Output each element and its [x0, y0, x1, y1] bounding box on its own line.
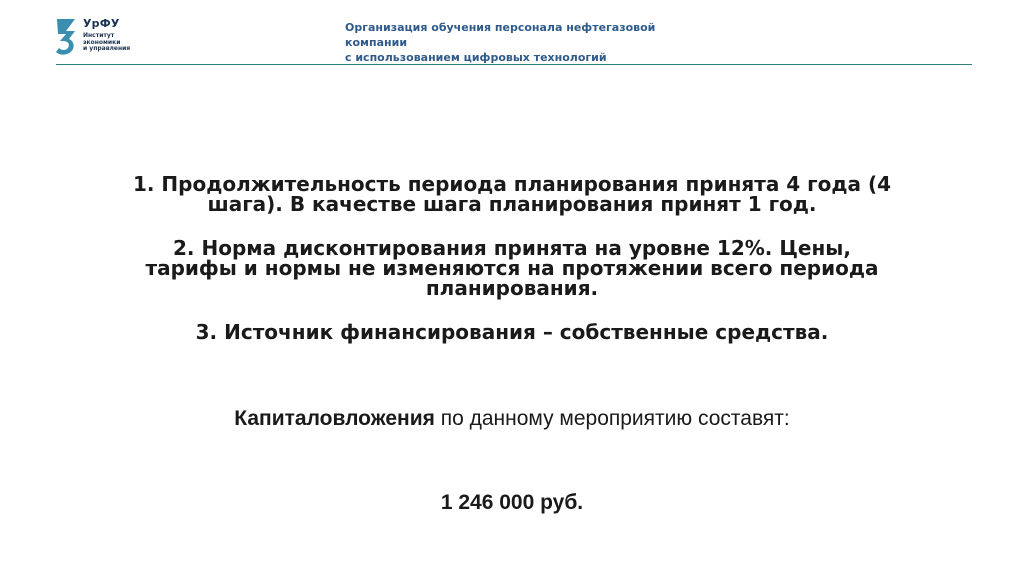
investment-label-bold: Капиталовложения — [234, 407, 435, 430]
header-divider — [56, 64, 972, 65]
logo-sub-line-1: Институт — [83, 32, 115, 39]
investment-label-rest: по данному мероприятию составят: — [434, 407, 790, 430]
logo-sub-line-3: и управления — [83, 45, 131, 52]
condition-item-2: 2. Норма дисконтирования принята на уровне 12%. Цены, тарифы и нормы не изменяются на протяжении всего периода планирования. — [145, 236, 879, 300]
header-title-line-3: с использованием цифровых технологий — [345, 51, 607, 64]
header-title — [345, 20, 705, 65]
logo-name: УрФУ — [83, 17, 120, 30]
logo-subtitle — [83, 33, 130, 53]
urfu-emblem-icon — [55, 17, 81, 57]
urfu-logo — [55, 17, 165, 59]
header-title-line-1: Организация обучения персонала нефтегазовой — [345, 21, 656, 34]
investment-statement — [212, 406, 812, 432]
conditions-list — [130, 174, 894, 366]
header-title-line-2: компании — [345, 36, 408, 49]
condition-item-1: 1. Продолжительность периода планирования принята 4 года (4 шага). В качестве шага планирования принят 1 год. — [132, 172, 892, 216]
logo-sub-line-2: экономики — [83, 38, 121, 46]
investment-amount: 1 246 000 руб. — [440, 491, 584, 514]
logo-text — [83, 17, 130, 53]
condition-item-3: 3. Источник финансирования – собственные средства. — [195, 320, 829, 344]
